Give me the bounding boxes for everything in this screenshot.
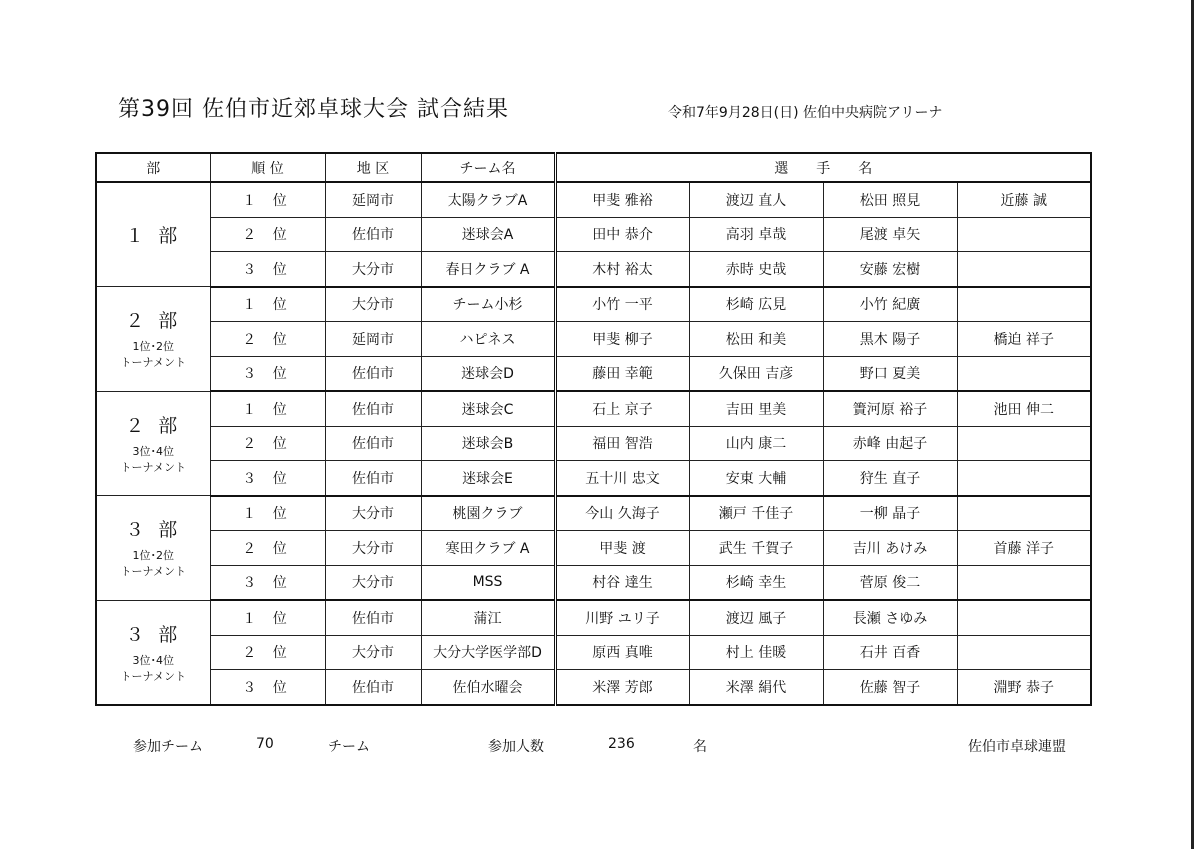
rank-cell: １ 位	[210, 391, 325, 426]
player-cell: 安東 大輔	[689, 461, 823, 496]
player-cell: 今山 久海子	[555, 496, 689, 531]
table-row	[96, 356, 1091, 391]
rank-cell: ２ 位	[210, 322, 325, 357]
division-subtitle	[97, 653, 210, 685]
division-cell	[96, 287, 210, 392]
header-row	[96, 153, 1091, 182]
header-division: 部	[96, 153, 210, 182]
team-cell: 迷球会A	[421, 217, 555, 252]
player-cell: 長瀬 さゆみ	[823, 600, 957, 635]
player-cell: 一柳 晶子	[823, 496, 957, 531]
table-row	[96, 635, 1091, 670]
division-subtitle-line: 3位･4位	[132, 444, 174, 458]
rank-cell: １ 位	[210, 496, 325, 531]
people-unit: 名	[693, 739, 707, 755]
teams-label: 参加チーム	[133, 739, 203, 755]
player-cell: 狩生 直子	[823, 461, 957, 496]
division-cell	[96, 600, 210, 705]
player-cell: 藤田 幸範	[555, 356, 689, 391]
header-region: 地 区	[325, 153, 421, 182]
player-cell	[957, 287, 1091, 322]
team-cell: 桃園クラブ	[421, 496, 555, 531]
player-cell: 淵野 恭子	[957, 670, 1091, 705]
region-cell: 大分市	[325, 287, 421, 322]
player-cell: 橋迫 祥子	[957, 322, 1091, 357]
header-team: チーム名	[421, 153, 555, 182]
table-row	[96, 322, 1091, 357]
player-cell	[957, 600, 1091, 635]
player-cell: 瀬戸 千佳子	[689, 496, 823, 531]
region-cell: 佐伯市	[325, 391, 421, 426]
division-label: ３ 部	[125, 519, 182, 542]
header-players: 選 手 名	[555, 153, 1091, 182]
people-count: 236	[608, 736, 635, 752]
division-subtitle-line: トーナメント	[120, 460, 187, 474]
region-cell: 佐伯市	[325, 217, 421, 252]
rank-cell: ３ 位	[210, 461, 325, 496]
division-label: ２ 部	[125, 310, 182, 333]
table-row	[96, 217, 1091, 252]
division-cell	[96, 182, 210, 287]
player-cell: 松田 照見	[823, 182, 957, 217]
table-row	[96, 670, 1091, 705]
region-cell: 延岡市	[325, 322, 421, 357]
region-cell: 佐伯市	[325, 600, 421, 635]
scan-edge-line	[1191, 0, 1194, 849]
team-cell: 迷球会E	[421, 461, 555, 496]
player-cell: 川野 ユリ子	[555, 600, 689, 635]
region-cell: 大分市	[325, 635, 421, 670]
player-cell: 五十川 忠文	[555, 461, 689, 496]
player-cell	[957, 252, 1091, 287]
table-row	[96, 496, 1091, 531]
player-cell: 杉崎 幸生	[689, 565, 823, 600]
rank-cell: ２ 位	[210, 531, 325, 566]
table-row	[96, 600, 1091, 635]
division-subtitle	[97, 444, 210, 476]
player-cell: 渡辺 風子	[689, 600, 823, 635]
team-cell: 太陽クラブA	[421, 182, 555, 217]
table-row	[96, 287, 1091, 322]
rank-cell: ２ 位	[210, 426, 325, 461]
rank-cell: ２ 位	[210, 635, 325, 670]
player-cell	[957, 565, 1091, 600]
player-cell: 甲斐 渡	[555, 531, 689, 566]
player-cell: 原西 真唯	[555, 635, 689, 670]
table-row	[96, 565, 1091, 600]
division-cell	[96, 391, 210, 496]
region-cell: 大分市	[325, 496, 421, 531]
team-cell: 春日クラブ A	[421, 252, 555, 287]
player-cell	[957, 635, 1091, 670]
division-subtitle-line: 1位･2位	[132, 549, 174, 563]
player-cell: 小竹 一平	[555, 287, 689, 322]
region-cell: 佐伯市	[325, 670, 421, 705]
player-cell: 安藤 宏樹	[823, 252, 957, 287]
division-subtitle-line: トーナメント	[120, 669, 187, 683]
player-cell: 田中 恭介	[555, 217, 689, 252]
region-cell: 大分市	[325, 531, 421, 566]
table-row	[96, 252, 1091, 287]
rank-cell: ３ 位	[210, 252, 325, 287]
player-cell: 甲斐 雅裕	[555, 182, 689, 217]
player-cell: 武生 千賀子	[689, 531, 823, 566]
region-cell: 佐伯市	[325, 356, 421, 391]
rank-cell: １ 位	[210, 182, 325, 217]
region-cell: 佐伯市	[325, 461, 421, 496]
division-subtitle-line: トーナメント	[120, 356, 187, 370]
player-cell: 菅原 俊二	[823, 565, 957, 600]
player-cell	[957, 496, 1091, 531]
team-cell: 迷球会C	[421, 391, 555, 426]
team-cell: 迷球会B	[421, 426, 555, 461]
player-cell: 杉崎 広見	[689, 287, 823, 322]
rank-cell: ２ 位	[210, 217, 325, 252]
player-cell: 山内 康二	[689, 426, 823, 461]
player-cell: 佐藤 智子	[823, 670, 957, 705]
player-cell: 首藤 洋子	[957, 531, 1091, 566]
player-cell: 近藤 誠	[957, 182, 1091, 217]
table-row	[96, 461, 1091, 496]
table-row	[96, 182, 1091, 217]
people-label: 参加人数	[488, 739, 544, 755]
team-cell: チーム小杉	[421, 287, 555, 322]
division-subtitle-line: トーナメント	[120, 565, 187, 579]
header-rank: 順 位	[210, 153, 325, 182]
results-body	[96, 182, 1091, 705]
teams-count: 70	[256, 736, 274, 752]
division-cell	[96, 496, 210, 601]
team-cell: ハピネス	[421, 322, 555, 357]
division-subtitle	[97, 339, 210, 371]
player-cell: 吉川 あけみ	[823, 531, 957, 566]
results-table	[95, 152, 1092, 706]
division-label: １ 部	[125, 225, 182, 247]
division-label: ３ 部	[125, 623, 182, 646]
player-cell: 簀河原 裕子	[823, 391, 957, 426]
region-cell: 佐伯市	[325, 426, 421, 461]
player-cell: 松田 和美	[689, 322, 823, 357]
player-cell: 福田 智浩	[555, 426, 689, 461]
division-label: ２ 部	[125, 414, 182, 437]
event-info: 令和7年9月28日(日) 佐伯中央病院アリーナ	[668, 105, 943, 121]
player-cell	[957, 356, 1091, 391]
team-cell: 迷球会D	[421, 356, 555, 391]
player-cell: 米澤 絹代	[689, 670, 823, 705]
rank-cell: １ 位	[210, 287, 325, 322]
division-subtitle-line: 3位･4位	[132, 653, 174, 667]
player-cell: 赤峰 由起子	[823, 426, 957, 461]
player-cell: 赤時 史哉	[689, 252, 823, 287]
player-cell: 米澤 芳郎	[555, 670, 689, 705]
table-row	[96, 426, 1091, 461]
player-cell	[957, 461, 1091, 496]
player-cell: 石井 百香	[823, 635, 957, 670]
region-cell: 大分市	[325, 565, 421, 600]
player-cell: 黒木 陽子	[823, 322, 957, 357]
table-row	[96, 531, 1091, 566]
teams-unit: チーム	[328, 739, 370, 755]
rank-cell: ３ 位	[210, 565, 325, 600]
team-cell: 寒田クラブ A	[421, 531, 555, 566]
team-cell: 蒲江	[421, 600, 555, 635]
rank-cell: １ 位	[210, 600, 325, 635]
player-cell	[957, 426, 1091, 461]
player-cell: 吉田 里美	[689, 391, 823, 426]
rank-cell: ３ 位	[210, 670, 325, 705]
team-cell: 佐伯水曜会	[421, 670, 555, 705]
table-row	[96, 391, 1091, 426]
player-cell: 村谷 達生	[555, 565, 689, 600]
player-cell: 石上 京子	[555, 391, 689, 426]
player-cell: 甲斐 柳子	[555, 322, 689, 357]
team-cell: MSS	[421, 565, 555, 600]
organizer: 佐伯市卓球連盟	[968, 739, 1066, 755]
player-cell: 小竹 紀廣	[823, 287, 957, 322]
region-cell: 延岡市	[325, 182, 421, 217]
rank-cell: ３ 位	[210, 356, 325, 391]
player-cell: 池田 伸二	[957, 391, 1091, 426]
team-cell: 大分大学医学部D	[421, 635, 555, 670]
player-cell	[957, 217, 1091, 252]
division-subtitle-line: 1位･2位	[132, 340, 174, 354]
player-cell: 木村 裕太	[555, 252, 689, 287]
player-cell: 久保田 吉彦	[689, 356, 823, 391]
player-cell: 野口 夏美	[823, 356, 957, 391]
division-subtitle	[97, 548, 210, 580]
player-cell: 渡辺 直人	[689, 182, 823, 217]
player-cell: 村上 佳暖	[689, 635, 823, 670]
region-cell: 大分市	[325, 252, 421, 287]
player-cell: 高羽 卓哉	[689, 217, 823, 252]
page-title: 第39回 佐伯市近郊卓球大会 試合結果	[118, 97, 509, 122]
player-cell: 尾渡 卓矢	[823, 217, 957, 252]
